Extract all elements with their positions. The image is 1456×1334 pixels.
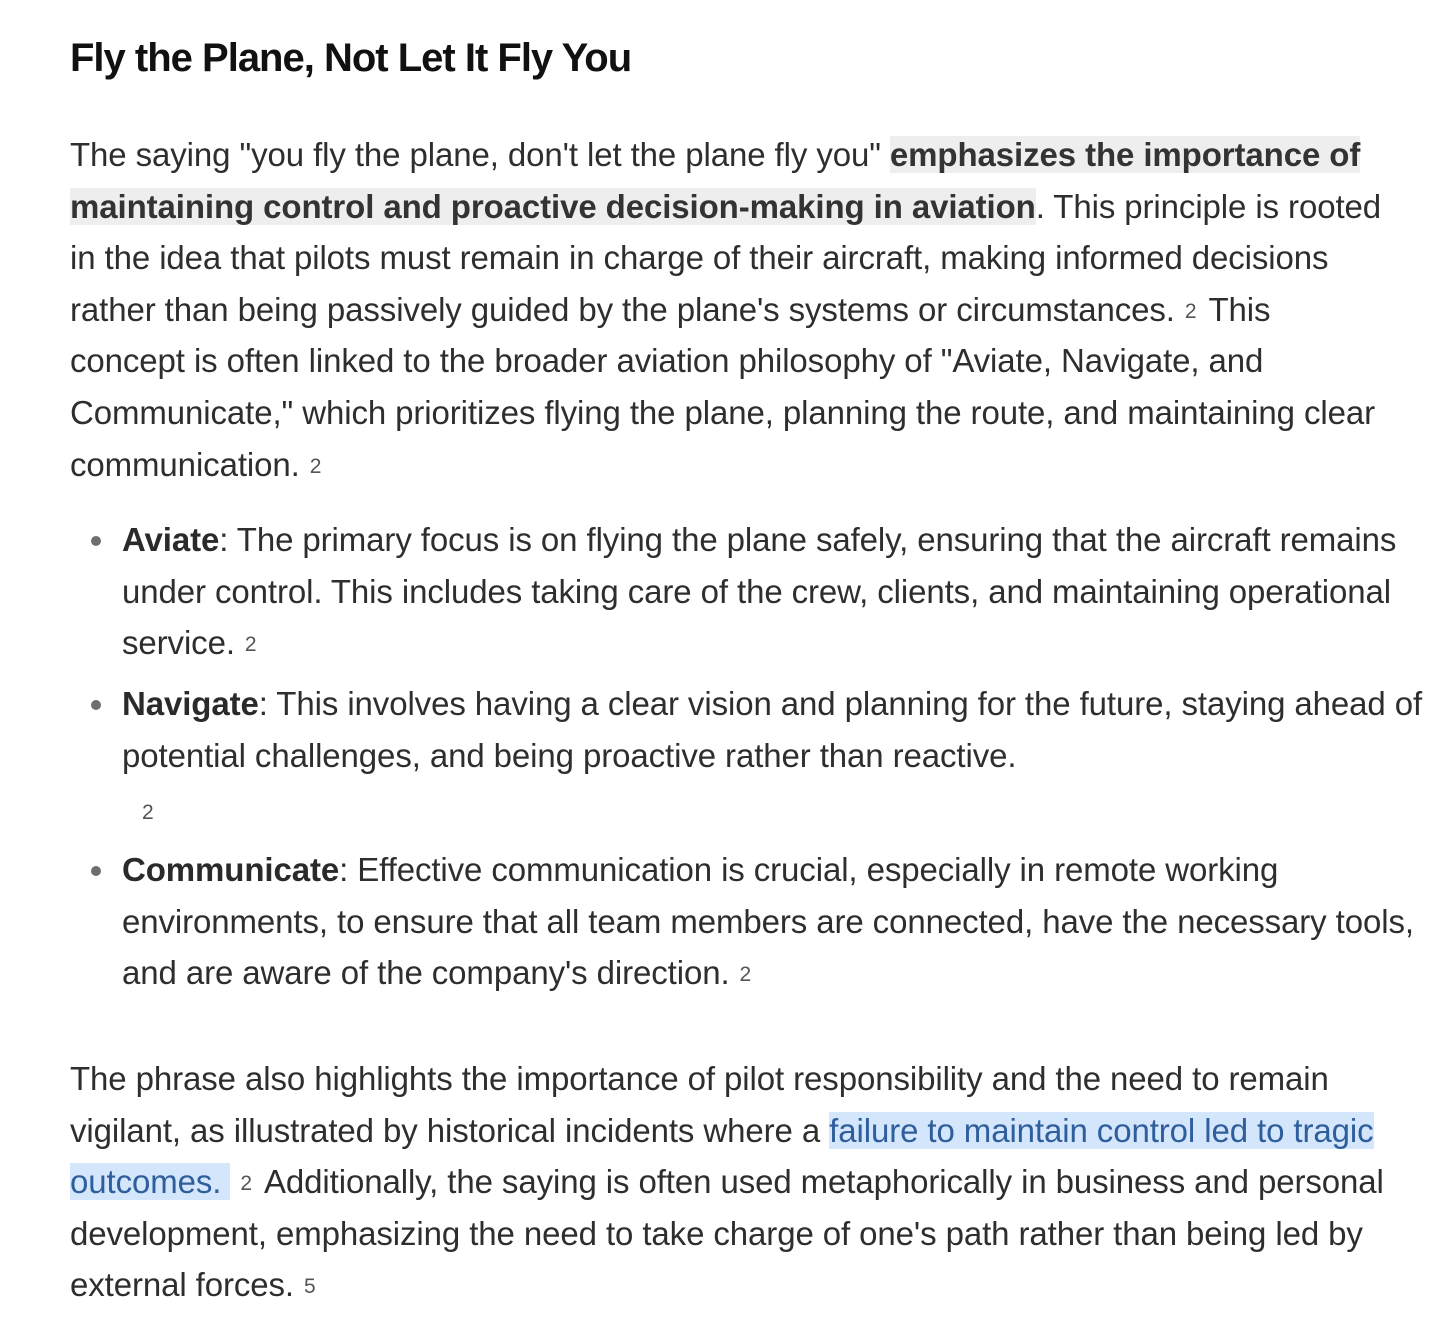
list-item-navigate: [122, 678, 1432, 835]
closing-highlight[interactable]: failure to maintain control led to tragic outcomes.: [70, 1111, 1374, 1201]
list-item-term: Communicate: [122, 851, 340, 889]
closing-text-2: Additionally, the saying is often used metaphorically in business and personal development, emphasizing the need to take charge of one's path rather than being led by external forces.: [70, 1163, 1384, 1304]
citation-marker[interactable]: 2: [739, 963, 752, 987]
principles-list: [70, 514, 1432, 999]
citation-marker[interactable]: 2: [1184, 299, 1197, 323]
citation-marker[interactable]: 2: [142, 801, 154, 825]
intro-text-2: . This principle is rooted in the idea that pilots must remain in charge of their aircraft, making informed decisions rather than being passively guided by the plane's systems or circumstances.: [70, 187, 1382, 328]
intro-text-1: The saying "you fly the plane, don't let the plane fly you": [70, 136, 890, 173]
citation-line: [122, 781, 1432, 835]
list-item-text: : This involves having a clear vision and planning for the future, staying ahead of potential challenges, and being proactive rather than reactive.: [122, 684, 1423, 774]
list-item-term: Navigate: [122, 684, 259, 722]
citation-marker[interactable]: 5: [304, 1275, 316, 1299]
list-item-communicate: [122, 844, 1432, 999]
citation-marker[interactable]: 2: [240, 1172, 253, 1196]
citation-marker[interactable]: 2: [244, 633, 257, 657]
intro-paragraph: [70, 129, 1390, 490]
citation-marker[interactable]: 2: [309, 454, 322, 478]
closing-paragraph: [70, 1053, 1390, 1311]
intro-highlight: emphasizes the importance of maintaining control and proactive decision-making in aviation: [70, 136, 1361, 225]
list-item-text: : The primary focus is on flying the plane safely, ensuring that the aircraft remains under control. This includes taking care of the crew, clients, and maintaining operational service.: [122, 521, 1397, 662]
intro-text-3: This concept is often linked to the broader aviation philosophy of "Aviate, Navigate, and Communicate," which prioritizes flying the plane, planning the route, and maintaining clear communication.: [70, 290, 1376, 483]
list-item-term: Aviate: [122, 521, 220, 559]
list-item-text: : Effective communication is crucial, especially in remote working environments, to ensure that all team members are connected, have the necessary tools, and are aware of the company's direction.: [122, 851, 1414, 992]
closing-text-1: The phrase also highlights the importance of pilot responsibility and the need to remain vigilant, as illustrated by historical incidents where a: [70, 1059, 1329, 1149]
list-item-aviate: [122, 514, 1432, 669]
page-title: Fly the Plane, Not Let It Fly You: [70, 36, 632, 80]
